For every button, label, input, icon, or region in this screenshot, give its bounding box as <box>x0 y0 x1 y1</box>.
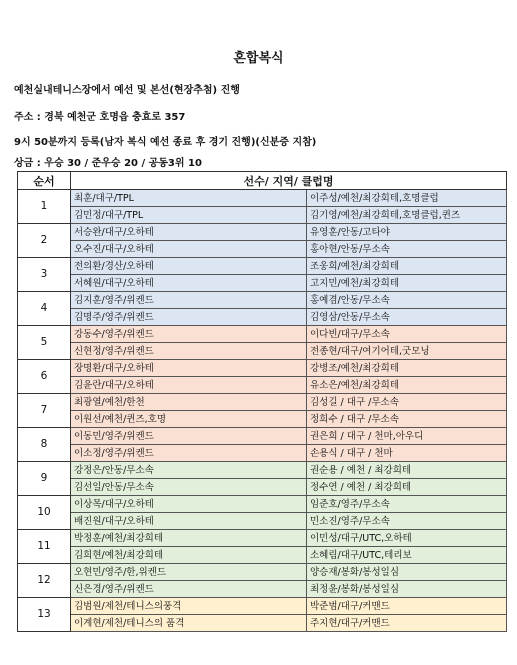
player-a-cell: 김민정/대구/TPL <box>71 207 307 224</box>
table-row <box>18 190 507 207</box>
player-b-cell: 권은희 / 대구 / 천마,아우디 <box>307 428 507 445</box>
player-b-cell: 김성길 / 대구 /무소속 <box>307 394 507 411</box>
player-b-cell: 유소은/예천/최강희테 <box>307 377 507 394</box>
table-row <box>18 530 507 547</box>
player-b-cell: 민소진/영주/무소속 <box>307 513 507 530</box>
player-a-cell: 서승완/대구/오하테 <box>71 224 307 241</box>
rank-column-header: 순서 <box>18 172 71 190</box>
player-a-cell: 김지훈/영주/위켄드 <box>71 292 307 309</box>
table-row <box>18 547 507 564</box>
team-rank-cell: 6 <box>18 360 71 394</box>
player-a-cell: 김선일/안동/무소속 <box>71 479 307 496</box>
player-a-cell: 김윤란/대구/오하테 <box>71 377 307 394</box>
player-b-cell: 고지민/예천/최강희테 <box>307 275 507 292</box>
table-row <box>18 241 507 258</box>
team-rank-cell: 7 <box>18 394 71 428</box>
table-row <box>18 224 507 241</box>
player-a-cell: 이원선/예천/퀸즈,호명 <box>71 411 307 428</box>
player-a-cell: 박정훈/예천/최강희테 <box>71 530 307 547</box>
registration-note: 9시 50분까지 등록(남자 복식 예선 종료 후 경기 진행)(신분증 지참) <box>14 137 317 148</box>
player-a-cell: 신현정/영주/위켄드 <box>71 343 307 360</box>
table-row <box>18 598 507 615</box>
table-row <box>18 513 507 530</box>
player-a-cell: 이소정/영주/위켄드 <box>71 445 307 462</box>
player-b-cell: 이민성/대구/UTC,오하테 <box>307 530 507 547</box>
address-line: 주소 : 경북 예천군 호명읍 충효로 357 <box>14 112 186 123</box>
player-b-cell: 최정윤/봉화/봉성일심 <box>307 581 507 598</box>
team-rank-cell: 10 <box>18 496 71 530</box>
team-rank-cell: 4 <box>18 292 71 326</box>
player-b-cell: 임준호/영주/무소속 <box>307 496 507 513</box>
table-row <box>18 445 507 462</box>
table-row <box>18 258 507 275</box>
table-row <box>18 479 507 496</box>
player-a-cell: 배진원/대구/오하테 <box>71 513 307 530</box>
player-b-cell: 김영삼/안동/무소속 <box>307 309 507 326</box>
table-row <box>18 360 507 377</box>
table-row <box>18 309 507 326</box>
player-a-cell: 오수진/대구/오하테 <box>71 241 307 258</box>
table-row <box>18 428 507 445</box>
player-b-cell: 유영훈/안동/고타야 <box>307 224 507 241</box>
player-a-cell: 전의환/경산/오하테 <box>71 258 307 275</box>
player-a-cell: 신은경/영주/위켄드 <box>71 581 307 598</box>
player-a-cell: 서혜원/대구/오하테 <box>71 275 307 292</box>
player-b-cell: 전종현/대구/여기어테,굿모닝 <box>307 343 507 360</box>
player-b-cell: 정수연 / 예천 / 최강희테 <box>307 479 507 496</box>
team-rank-cell: 3 <box>18 258 71 292</box>
player-a-cell: 오현민/영주/한,위켄드 <box>71 564 307 581</box>
table-row <box>18 377 507 394</box>
player-a-cell: 이계현/제천/테니스의 품격 <box>71 615 307 632</box>
team-rank-cell: 8 <box>18 428 71 462</box>
player-a-cell: 김범원/제천/테니스의풍격 <box>71 598 307 615</box>
player-b-cell: 주지현/대구/커맨드 <box>307 615 507 632</box>
table-header-row <box>18 172 507 190</box>
table-row <box>18 496 507 513</box>
table-row <box>18 207 507 224</box>
player-a-cell: 김희현/예천/최강희테 <box>71 547 307 564</box>
player-b-cell: 권순용 / 예천 / 최강희테 <box>307 462 507 479</box>
team-rank-cell: 5 <box>18 326 71 360</box>
table-row <box>18 462 507 479</box>
team-rank-cell: 12 <box>18 564 71 598</box>
table-row <box>18 615 507 632</box>
player-a-cell: 최훈/대구/TPL <box>71 190 307 207</box>
table-row <box>18 394 507 411</box>
player-b-cell: 손용식 / 대구 / 천마 <box>307 445 507 462</box>
player-b-cell: 홍예겸/안동/무소속 <box>307 292 507 309</box>
table-row <box>18 343 507 360</box>
player-a-cell: 장명환/대구/오하테 <box>71 360 307 377</box>
document-title: 혼합복식 <box>233 51 284 66</box>
player-a-cell: 강정은/안동/무소속 <box>71 462 307 479</box>
players-column-header: 선수/ 지역/ 클럽명 <box>71 172 507 190</box>
team-list-table <box>17 171 507 632</box>
player-a-cell: 이동민/영주/위켄드 <box>71 428 307 445</box>
player-b-cell: 이다빈/대구/무소속 <box>307 326 507 343</box>
team-list-body <box>18 190 507 632</box>
table-row <box>18 275 507 292</box>
team-rank-cell: 9 <box>18 462 71 496</box>
table-row <box>18 564 507 581</box>
player-b-cell: 양승재/봉화/봉성일심 <box>307 564 507 581</box>
player-a-cell: 김명주/영주/위켄드 <box>71 309 307 326</box>
team-rank-cell: 2 <box>18 224 71 258</box>
team-rank-cell: 11 <box>18 530 71 564</box>
team-rank-cell: 13 <box>18 598 71 632</box>
player-b-cell: 이주성/예천/최강회테,호명클럽 <box>307 190 507 207</box>
player-b-cell: 박준범/대구/커맨드 <box>307 598 507 615</box>
player-b-cell: 소혜림/대구/UTC,테리보 <box>307 547 507 564</box>
player-b-cell: 홍아현/안동/무소속 <box>307 241 507 258</box>
player-a-cell: 강동수/영주/위켄드 <box>71 326 307 343</box>
player-a-cell: 최광열/예천/한천 <box>71 394 307 411</box>
table-row <box>18 411 507 428</box>
venue-note: 예천실내테니스장에서 예선 및 본선(현장추첨) 진행 <box>14 85 240 96</box>
player-b-cell: 정희수 / 대구 /무소속 <box>307 411 507 428</box>
table-row <box>18 581 507 598</box>
player-b-cell: 조웅희/예천/최강희테 <box>307 258 507 275</box>
player-b-cell: 강병조/예천/최강희테 <box>307 360 507 377</box>
table-row <box>18 326 507 343</box>
team-rank-cell: 1 <box>18 190 71 224</box>
prize-line: 상금 : 우승 30 / 준우승 20 / 공동3위 10 <box>14 158 202 169</box>
player-a-cell: 이상목/대구/오하테 <box>71 496 307 513</box>
table-row <box>18 292 507 309</box>
player-b-cell: 김기영/예천/최강희테,호명클럽,퀸즈 <box>307 207 507 224</box>
